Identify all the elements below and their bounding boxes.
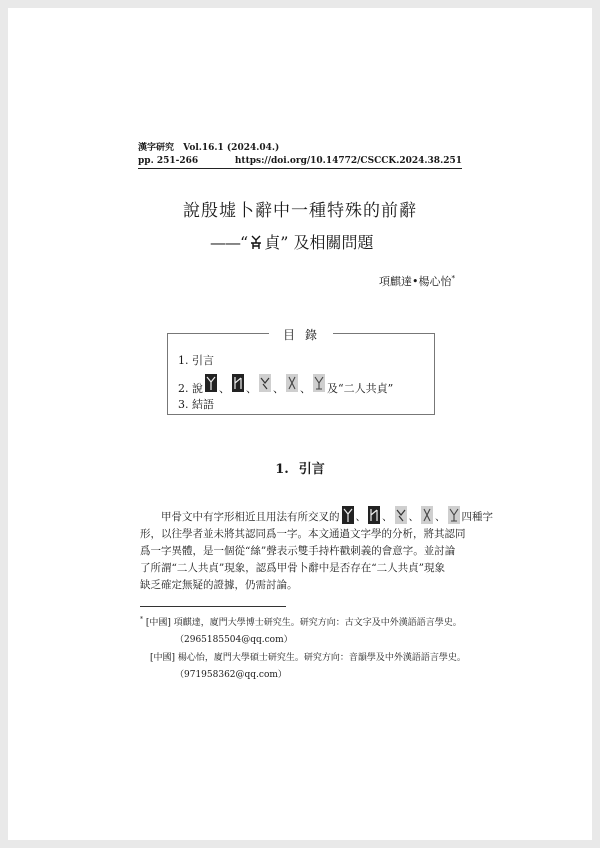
paragraph-sep: 、 [435, 511, 446, 523]
paragraph-line-5: 缺乏確定無疑的證據，仍需討論。 [140, 579, 298, 591]
toc-item-1[interactable] [178, 352, 214, 368]
section-heading [0, 458, 600, 477]
subtitle-open-quote: “ [240, 233, 249, 252]
toc-item-prefix: 說 [192, 382, 203, 395]
paragraph-sep: 、 [355, 511, 366, 523]
subtitle-dash: —— [210, 233, 240, 252]
oracle-rubbing-3-icon [259, 374, 271, 392]
paragraph-line-4: 了所謂“二人共貞”現象，認爲甲骨卜辭中是否存在“二人共貞”現象 [140, 562, 445, 574]
toc-sep: 、 [219, 382, 230, 395]
paragraph-text: 甲骨文中有字形相近且用法有所交叉的 [161, 511, 340, 523]
toc-sep: 、 [273, 382, 284, 395]
paper-subtitle [210, 230, 373, 253]
toc-item-num: 1. [178, 354, 189, 367]
paragraph-sep: 、 [408, 511, 419, 523]
footnote-2-email[interactable]: （971958362@qq.com） [175, 670, 287, 680]
footnote-mark: * [140, 616, 143, 623]
journal-name: 漢字研究 [138, 143, 175, 153]
author-line [379, 273, 455, 289]
toc-item-suffix: 及“二人共貞” [327, 382, 394, 395]
footnote-text: [中國] 項麒達，廈門大學博士研究生。研究方向：古文字及中外漢語語言學史。 [145, 618, 462, 628]
toc-item-text: 結語 [192, 398, 214, 411]
paper-title: 說殷墟卜辭中一種特殊的前辭 [183, 201, 417, 221]
oracle-rubbing-2-icon [232, 374, 244, 392]
journal-line [138, 140, 279, 153]
footnote-rule [140, 606, 286, 607]
toc-item-num: 2. [178, 382, 189, 395]
oracle-rubbing-2-icon [368, 506, 380, 524]
oracle-rubbing-4-icon [286, 374, 298, 392]
paragraph-line-1 [140, 506, 493, 526]
oracle-rubbing-3-icon [395, 506, 407, 524]
section-number: 1. [275, 462, 289, 477]
subtitle-middle: 貞” [264, 233, 289, 252]
journal-volume: Vol.16.1 (2024.04.) [183, 143, 280, 153]
oracle-rubbing-5-icon [313, 374, 325, 392]
toc-item-3[interactable] [178, 396, 214, 412]
footnote-2: [中國] 楊心怡，廈門大學碩士研究生。研究方向：音韻學及中外漢語語言學史。 [150, 653, 466, 663]
toc-item-num: 3. [178, 398, 189, 411]
author-names: 項麒達•楊心怡 [379, 275, 452, 288]
table-of-contents [167, 328, 435, 415]
toc-heading: 目錄 [269, 328, 333, 342]
toc-sep: 、 [246, 382, 257, 395]
toc-item-2[interactable] [178, 374, 393, 396]
footnote-1-email[interactable]: （2965185504@qq.com） [175, 635, 293, 645]
toc-heading-wrap [168, 326, 434, 343]
paragraph-sep: 、 [382, 511, 393, 523]
toc-sep: 、 [300, 382, 311, 395]
toc-item-text: 引言 [192, 354, 214, 367]
oracle-rubbing-1-icon [342, 506, 354, 524]
oracle-rubbing-5-icon [448, 506, 460, 524]
section-title: 引言 [298, 462, 325, 477]
header-rule [138, 168, 462, 169]
doi-link[interactable]: https://doi.org/10.14772/CSCCK.2024.38.251 [234, 156, 462, 166]
oracle-character-glyph-icon [249, 234, 263, 250]
paragraph-line-3: 爲一字異體，是一個從“絲”聲表示雙手持杵戳刺義的會意字。並討論 [140, 545, 456, 557]
paragraph-text: 四種字 [461, 511, 493, 523]
subtitle-rest: 及相關問題 [293, 233, 374, 252]
author-footnote-mark: * [451, 274, 455, 283]
body-paragraph [140, 506, 493, 594]
page-range: pp. 251-266 [138, 156, 199, 166]
oracle-rubbing-1-icon [205, 374, 217, 392]
oracle-rubbing-4-icon [421, 506, 433, 524]
page [8, 8, 592, 840]
footnote-1 [140, 615, 462, 628]
paragraph-line-2: 形，以往學者並未將其認同爲一字。本文通過文字學的分析，將其認同 [140, 528, 466, 540]
